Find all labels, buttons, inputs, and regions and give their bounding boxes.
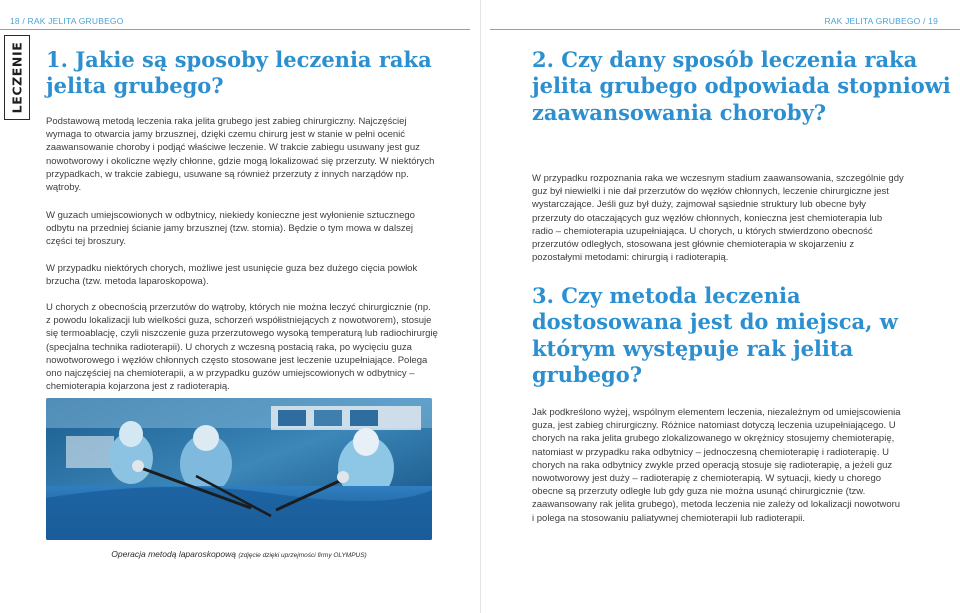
section-3-heading — [532, 283, 952, 389]
paragraph: W guzach umiejscowionych w odbytnicy, niekiedy konieczne jest wyłonienie sztucznego odbytu na przedniej ścianie jamy brzusznej (tzw. stomia). Będzie o tym mowa w dalszej części tej broszury. — [46, 210, 415, 248]
photo-credit: (zdjęcie dzięki uprzejmości firmy OLYMPUS) — [238, 552, 367, 559]
paragraph: W przypadku rozpoznania raka we wczesnym stadium zaawansowania, szczególnie gdy guz był niewielki i nie dał przerzutów do węzłów chłonnych, leczenie chirurgiczne jest wystarczające. Jeśli guz był duży, zajmował sąsiednie struktury lub obecne były przerzuty do otaczających guz węzłów chłonnych, konieczna jest chemioterapia lub radio – chemioterapia uzupełniająca. U chorych, u których stwierdzono obecność przerzutów odległych, stosowana jest głównie chemioterapia w skojarzeniu z pozostałymi metodami: chirurgią i radioterapią. — [532, 173, 904, 264]
section-2-number: 2. — [532, 47, 554, 72]
header-rule — [0, 29, 470, 30]
paragraph: Podstawową metodą leczenia raka jelita grubego jest zabieg chirurgiczny. Najczęściej wymaga to otwarcia jamy brzusznej, dzięki czemu chirurg jest w stanie w pełni ocenić zaawansowanie choroby i podjąć właściwe leczenie. W trakcie zabiegu usuwany jest guz nowotworowy i okoliczne węzły chłonne, gdzie mogą lokalizować się przerzuty. W niektórych przypadkach, w trakcie zabiegu, usuwane są również przerzuty z innych narządów np. wątroby. — [46, 116, 435, 194]
paragraph: W przypadku niektórych chorych, możliwe jest usunięcie guza bez dużego cięcia powłok brzucha (tzw. metoda laparoskopowa). — [46, 263, 418, 288]
section-3-number: 3. — [532, 283, 554, 308]
section-tab — [4, 35, 30, 120]
section-1-title: Jakie są sposoby leczenia raka jelita grubego? — [46, 47, 432, 99]
photo-caption — [46, 549, 432, 559]
section-3-title: Czy metoda leczenia dostosowana jest do miejsca, w którym występuje rak jelita grubego? — [532, 283, 898, 388]
section-1-heading — [46, 47, 466, 100]
header-rule — [490, 29, 960, 30]
right-page — [480, 0, 960, 613]
section-2-title: Czy dany sposób leczenia raka jelita grubego odpowiada stopniowi zaawansowania choroby? — [532, 47, 951, 125]
running-header-left: 18 / RAK JELITA GRUBEGO — [10, 16, 124, 26]
paragraph: U chorych z obecnością przerzutów do wątroby, których nie można leczyć chirurgicznie (np. z powodu lokalizacji lub wielkości guza, schorzeń współistniejących z nowotworem), stosuje się termoablację, czyli niszczenie guza przerzutowego wysoką temperaturą lub radiochirurgię (specjalna technika radioterapii). U chorych z wczesną postacią raka, po wycięciu guza nowotworowego i węzłów chłonnych często stosowane jest leczenie uzupełniające. Polega ono najczęściej na chemioterapii, a w przypadku guzów umiejscowionych w odbytnicy – chemioterapia kojarzona jest z radioterapią. — [46, 302, 438, 393]
photo-caption-text: Operacja metodą laparoskopową — [111, 549, 236, 559]
surgery-scene-illustration — [46, 398, 432, 540]
laparoscopy-photo — [46, 398, 432, 540]
section-tab-label: LECZENIE — [9, 41, 25, 114]
paragraph: Jak podkreślono wyżej, wspólnym elementem leczenia, niezależnym od umiejscowienia guza, jest zabieg chirurgiczny. Różnice natomiast dotyczą leczenia uzupełniającego. U chorych na raka jelita grubego zlokalizowanego w okrężnicy stosujemy chemioterapię, natomiast w przypadku raka odbytnicy – jednoczesną chemioterapię i radioterapię. U chorych na raka odbytnicy zwykle przed operacją stosuje się radioterapię, a jeżeli guz nowotworowy jest duży – radioterapię z chemioterapią. W sytuacji, kiedy u chorego obecne są przerzuty odległe lub gdy guza nie można usunąć chirurgicznie (tzw. zaawansowany rak jelita grubego), metoda leczenia nie zależy od lokalizacji nowotworu i polega na stosowaniu paliatywnej chemioterapii lub radioterapii. — [532, 407, 901, 524]
section-1-number: 1. — [46, 47, 68, 72]
running-header-right: RAK JELITA GRUBEGO / 19 — [824, 16, 938, 26]
section-2-heading — [532, 47, 952, 126]
